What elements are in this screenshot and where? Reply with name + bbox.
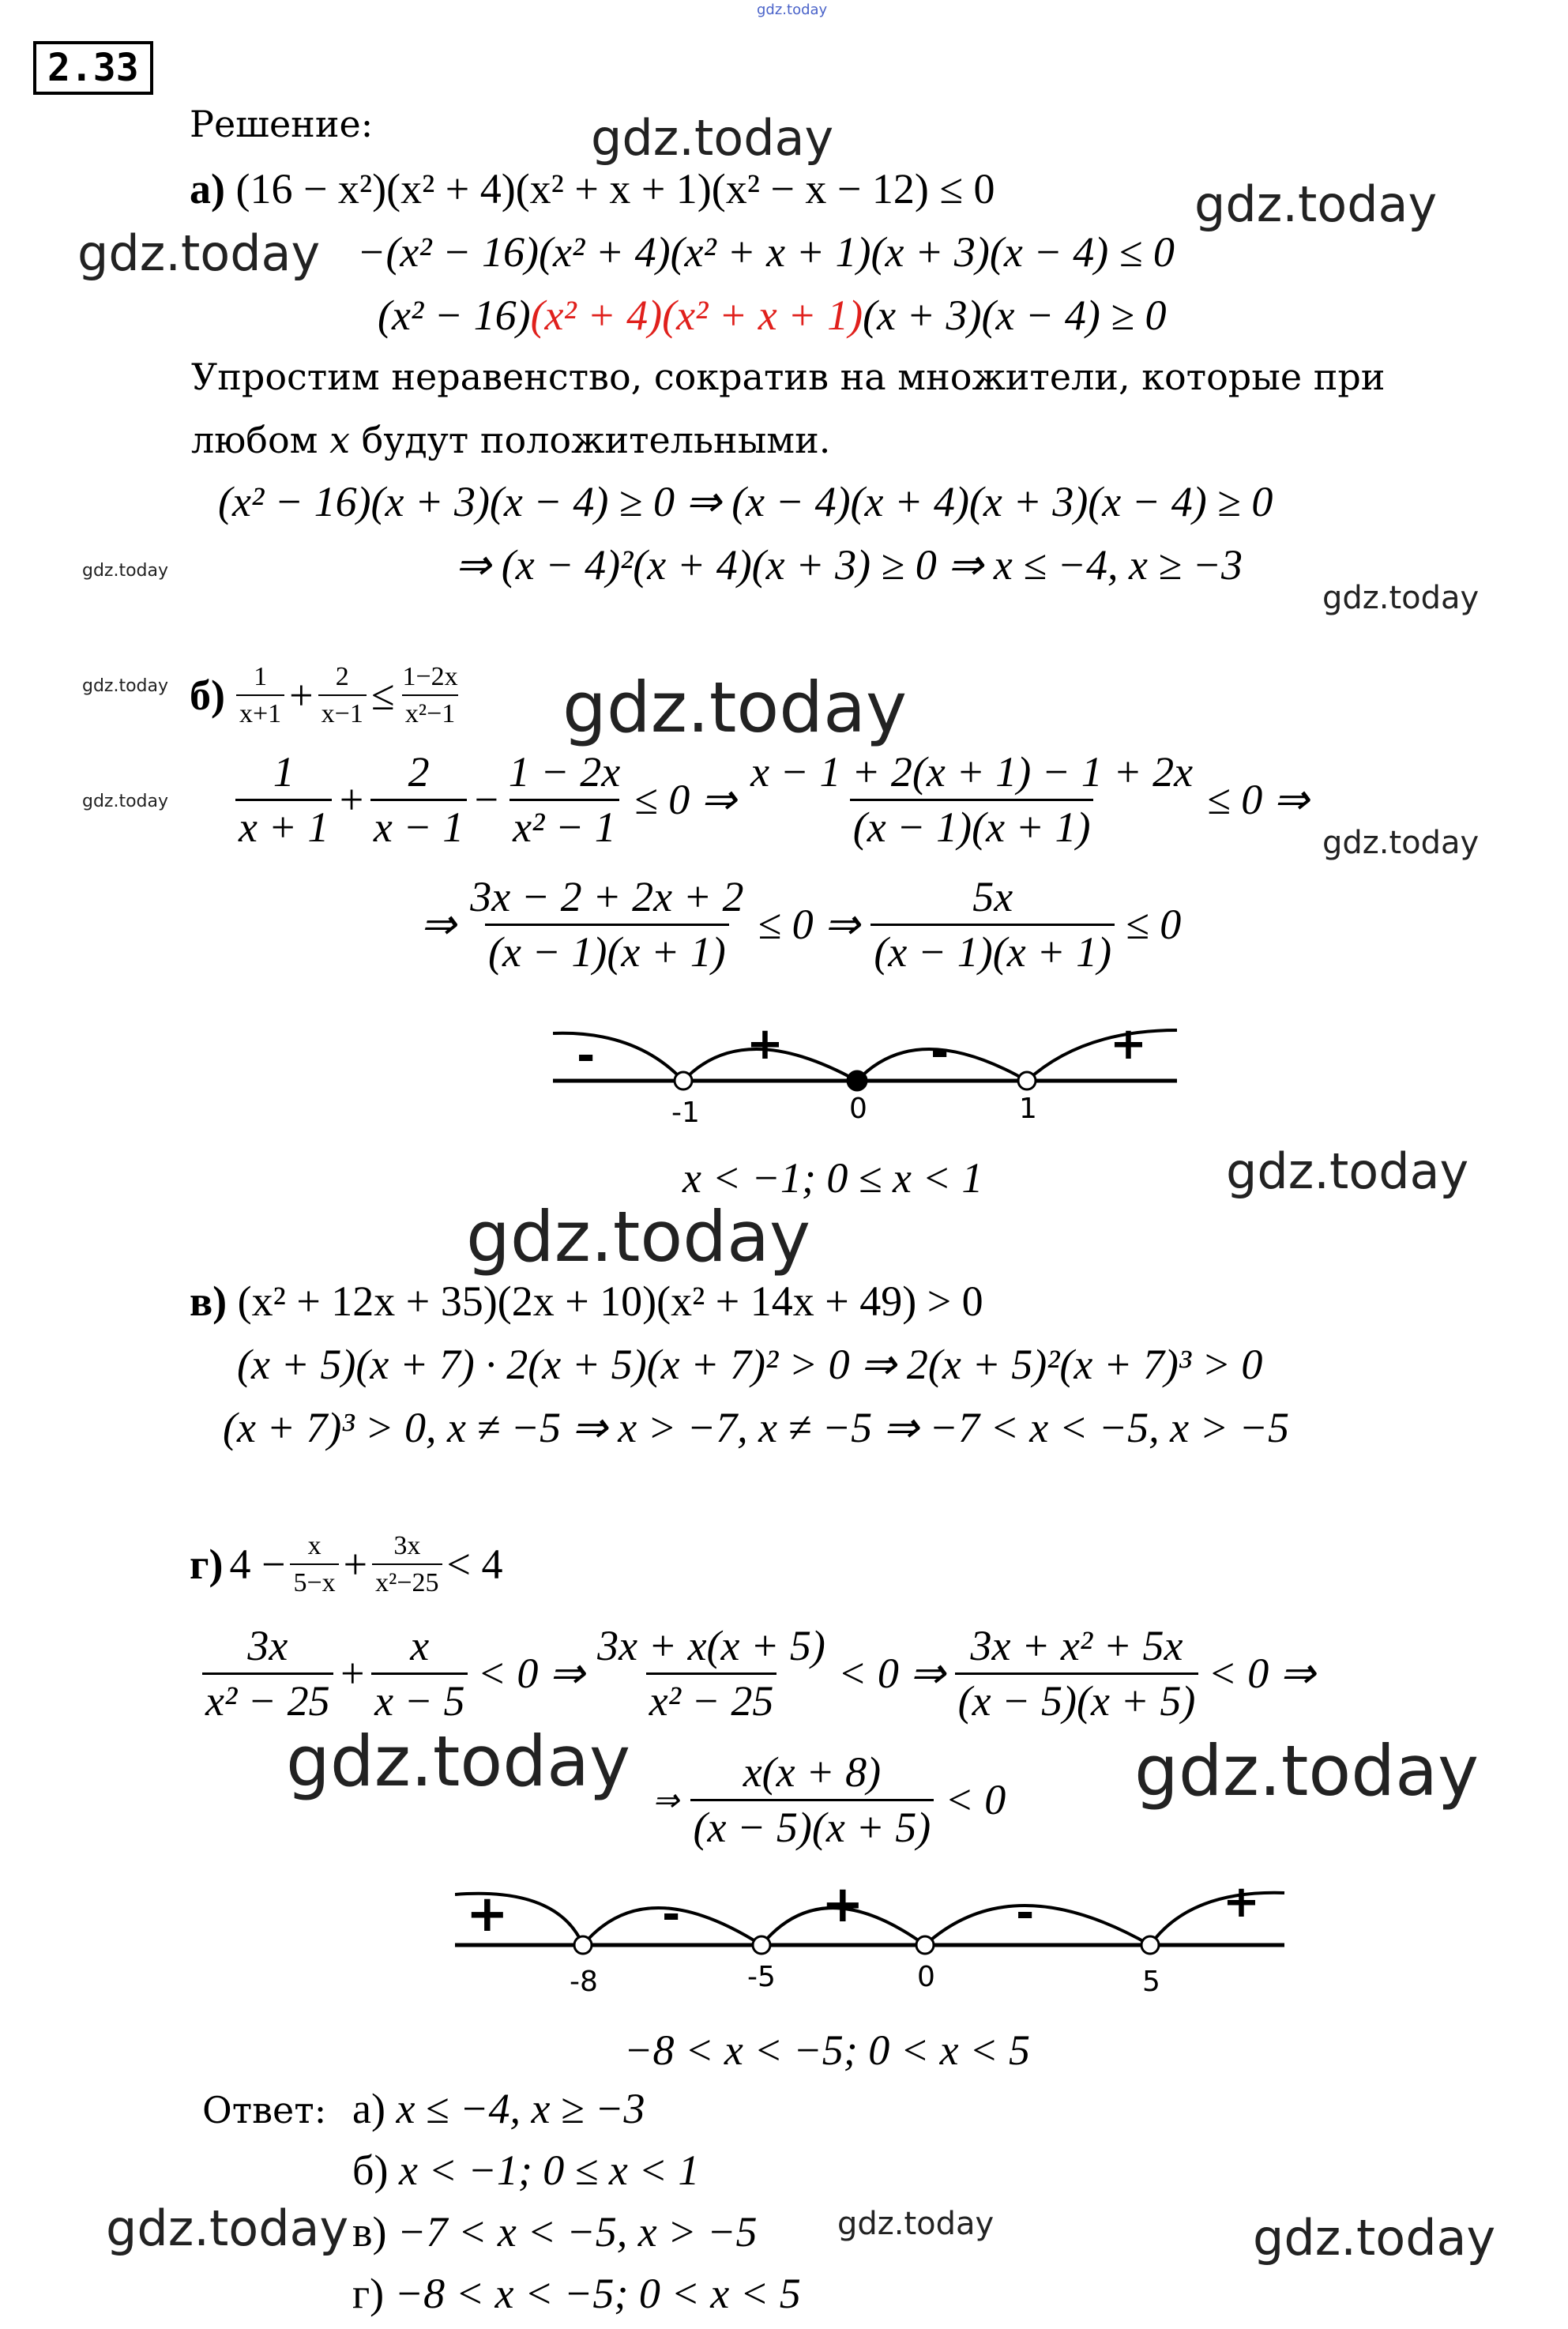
point-label: 1 xyxy=(1019,1093,1037,1125)
part-g-number-line xyxy=(455,1874,1292,2008)
sign-label: - xyxy=(662,1889,681,1940)
part-a-note-var: x xyxy=(329,419,351,461)
part-a-step3: (x² − 16)(x + 3)(x − 4) ≥ 0 ⇒ (x − 4)(x + 4)(x + 3)(x − 4) ≥ 0 xyxy=(218,478,1273,525)
part-g-s1-frac1 xyxy=(202,1623,333,1725)
part-g-s1-frac4 xyxy=(955,1623,1199,1725)
answer-v-label: в) xyxy=(352,2208,387,2256)
problem-number: 2.33 xyxy=(33,41,153,95)
relation: < 0 xyxy=(945,1776,1006,1824)
answer-b-label: б) xyxy=(352,2147,389,2194)
answer-g-label: г) xyxy=(352,2270,385,2317)
answer-v-value: −7 < x < −5, x > −5 xyxy=(397,2208,758,2256)
frac-denominator: 5−x xyxy=(290,1563,338,1597)
le-sign: ≤ xyxy=(370,671,395,719)
relation: < 0 ⇒ xyxy=(477,1650,585,1698)
part-g-problem xyxy=(190,1531,502,1598)
frac-denominator: x − 5 xyxy=(371,1672,468,1725)
implies-sign: ⇒ xyxy=(652,1782,679,1818)
part-v-label: в) xyxy=(190,1277,227,1325)
frac-numerator: 3x xyxy=(247,1622,288,1669)
watermark: gdz.today xyxy=(562,667,908,748)
frac-denominator: x−1 xyxy=(318,694,367,728)
frac-denominator: x + 1 xyxy=(235,799,332,851)
open-point xyxy=(916,1936,934,1954)
part-a-step2 xyxy=(378,292,1166,339)
frac-numerator: 1 − 2x xyxy=(508,748,621,796)
plus-sign: + xyxy=(289,671,314,719)
point-label: 0 xyxy=(917,1961,935,1993)
frac-numerator: x xyxy=(410,1622,430,1669)
sign-arc xyxy=(1027,1030,1177,1081)
frac-denominator: x² − 25 xyxy=(646,1672,777,1725)
part-a-step2-red: (x² + 4)(x² + x + 1) xyxy=(530,292,863,339)
frac-denominator: (x − 5)(x + 5) xyxy=(690,1799,934,1851)
part-g-post: < 4 xyxy=(446,1540,503,1588)
relation: ≤ 0 ⇒ xyxy=(1207,776,1310,824)
sign-label: + xyxy=(746,1019,784,1070)
watermark: gdz.today xyxy=(286,1721,631,1802)
part-b-s1-frac2 xyxy=(370,749,467,852)
watermark: gdz.today xyxy=(1134,1730,1480,1812)
frac-numerator: 1 xyxy=(254,662,268,691)
relation: ≤ 0 ⇒ xyxy=(758,901,860,949)
solution-label: Решение: xyxy=(190,103,374,145)
part-g-frac2 xyxy=(372,1531,442,1598)
point-label: 5 xyxy=(1142,1966,1160,1998)
part-g-s1-frac2 xyxy=(371,1623,468,1725)
part-v-step2: (x + 7)³ > 0, x ≠ −5 ⇒ x > −7, x ≠ −5 ⇒ −7 < x < −5, x > −5 xyxy=(223,1404,1289,1451)
part-b-s2-frac1 xyxy=(467,874,746,976)
part-a-problem xyxy=(190,166,995,213)
frac-numerator: 3x + x² + 5x xyxy=(970,1622,1183,1669)
sign-arc xyxy=(553,1033,683,1081)
frac-denominator: x − 1 xyxy=(370,799,467,851)
watermark: gdz.today xyxy=(1322,825,1480,861)
part-a-label: а) xyxy=(190,165,225,213)
open-point xyxy=(753,1936,770,1954)
frac-numerator: 5x xyxy=(972,873,1013,920)
part-b-frac3 xyxy=(399,662,461,729)
sign-label: + xyxy=(466,1885,509,1943)
sign-label: + xyxy=(1223,1876,1260,1928)
part-g-step2 xyxy=(652,1749,1006,1852)
part-a-note-post: будут положительными. xyxy=(350,419,831,461)
sign-label: + xyxy=(1110,1019,1147,1070)
part-b-frac2 xyxy=(318,662,367,729)
answer-g xyxy=(352,2271,801,2317)
answer-g-value: −8 < x < −5; 0 < x < 5 xyxy=(394,2270,801,2317)
sign-label: - xyxy=(1016,1887,1035,1939)
part-b-step2 xyxy=(420,874,1181,976)
part-a-step2-pre: (x² − 16) xyxy=(378,292,531,339)
open-point xyxy=(1141,1936,1159,1954)
frac-denominator: x² − 25 xyxy=(202,1672,333,1725)
relation: < 0 ⇒ xyxy=(837,1650,946,1698)
answer-b-value: x < −1; 0 ≤ x < 1 xyxy=(398,2147,700,2194)
open-point xyxy=(574,1936,592,1954)
frac-denominator: x² − 1 xyxy=(510,799,619,851)
part-b-s1-frac1 xyxy=(235,749,332,852)
implies-sign: ⇒ xyxy=(420,901,457,949)
frac-numerator: 3x + x(x + 5) xyxy=(597,1622,825,1669)
frac-denominator: (x − 1)(x + 1) xyxy=(870,924,1115,976)
watermark: gdz.today xyxy=(837,2206,995,2242)
part-v-problem-text: (x² + 12x + 35)(2x + 10)(x² + 14x + 49) > 0 xyxy=(237,1277,983,1325)
answer-b xyxy=(352,2147,699,2194)
part-a-note-line1: Упростим неравенство, сократив на множители, которые при xyxy=(191,356,1386,398)
frac-numerator: x(x + 8) xyxy=(743,1748,882,1796)
sign-label: - xyxy=(577,1030,596,1082)
sign-arc xyxy=(1150,1893,1284,1945)
watermark: gdz.today xyxy=(1322,580,1480,616)
point-label: -5 xyxy=(747,1961,776,1993)
part-a-step4: ⇒ (x − 4)²(x + 4)(x + 3) ≥ 0 ⇒ x ≤ −4, x ≥ −3 xyxy=(455,541,1243,589)
part-b-problem xyxy=(190,662,466,729)
sign-label: - xyxy=(931,1026,949,1078)
watermark: gdz.today xyxy=(1194,175,1438,233)
sign-arc xyxy=(925,1906,1150,1945)
watermark: gdz.today xyxy=(1253,2209,1496,2267)
watermark: gdz.today xyxy=(77,224,321,282)
frac-denominator: (x − 1)(x + 1) xyxy=(485,924,729,976)
watermark: gdz.today xyxy=(466,1196,811,1277)
answer-a xyxy=(352,2086,645,2132)
watermark: gdz.today xyxy=(82,676,169,696)
part-b-s1-frac4 xyxy=(747,749,1196,852)
frac-numerator: 1−2x xyxy=(402,662,458,691)
part-b-s1-frac3 xyxy=(506,749,623,852)
filled-point xyxy=(848,1071,867,1090)
part-b-result: x < −1; 0 ≤ x < 1 xyxy=(682,1154,983,1202)
part-b-frac1 xyxy=(236,662,284,729)
watermark: gdz.today xyxy=(82,792,169,811)
answer-label: Ответ: xyxy=(202,2089,327,2131)
part-v-step1: (x + 5)(x + 7) · 2(x + 5)(x + 7)² > 0 ⇒ 2(x + 5)²(x + 7)³ > 0 xyxy=(237,1341,1263,1388)
part-g-result: −8 < x < −5; 0 < x < 5 xyxy=(624,2026,1031,2074)
point-label: 0 xyxy=(849,1093,867,1125)
part-g-s2-frac xyxy=(690,1749,934,1852)
sign-label: + xyxy=(822,1876,864,1934)
plus-sign: + xyxy=(343,1540,368,1588)
frac-denominator: (x − 5)(x + 5) xyxy=(955,1672,1199,1725)
frac-numerator: 3x xyxy=(393,1531,421,1560)
open-point xyxy=(675,1072,692,1089)
watermark: gdz.today xyxy=(1226,1142,1469,1200)
part-b-label: б) xyxy=(190,671,225,719)
frac-numerator: x − 1 + 2(x + 1) − 1 + 2x xyxy=(750,748,1194,796)
frac-denominator: x²−1 xyxy=(402,694,458,728)
answer-v xyxy=(352,2209,758,2256)
part-a-note-line2 xyxy=(191,420,830,461)
open-point xyxy=(1018,1072,1036,1089)
frac-numerator: 3x − 2 + 2x + 2 xyxy=(470,873,744,920)
part-a-note-pre: любом xyxy=(191,419,330,461)
relation: < 0 ⇒ xyxy=(1208,1650,1316,1698)
part-g-frac1 xyxy=(290,1531,338,1598)
part-b-s2-frac2 xyxy=(870,874,1115,976)
relation: ≤ 0 xyxy=(1126,901,1182,949)
frac-denominator: x²−25 xyxy=(372,1563,442,1597)
relation: ≤ 0 ⇒ xyxy=(634,776,737,824)
frac-numerator: 1 xyxy=(273,748,295,796)
plus-sign: + xyxy=(337,776,366,824)
watermark: gdz.today xyxy=(82,561,169,581)
part-g-label: г) xyxy=(190,1540,224,1588)
part-a-step2-post: (x + 3)(x − 4) ≥ 0 xyxy=(863,292,1167,339)
part-a-step1: −(x² − 16)(x² + 4)(x² + x + 1)(x + 3)(x − 4) ≤ 0 xyxy=(357,228,1175,276)
frac-numerator: x xyxy=(307,1531,321,1560)
minus-sign: − xyxy=(472,776,501,824)
part-g-pre: 4 − xyxy=(229,1540,286,1588)
part-a-problem-text: (16 − x²)(x² + 4)(x² + x + 1)(x² − x − 12) ≤ 0 xyxy=(235,165,995,213)
watermark-top: gdz.today xyxy=(757,2,828,18)
answer-a-value: x ≤ −4, x ≥ −3 xyxy=(396,2085,645,2132)
frac-denominator: (x − 1)(x + 1) xyxy=(850,799,1094,851)
answer-a-label: а) xyxy=(352,2085,385,2132)
frac-numerator: 2 xyxy=(408,748,430,796)
frac-denominator: x+1 xyxy=(236,694,284,728)
plus-sign: + xyxy=(337,1650,367,1698)
watermark: gdz.today xyxy=(106,2199,349,2257)
part-g-step1 xyxy=(197,1623,1315,1725)
point-label: -8 xyxy=(570,1966,598,1998)
part-b-step1 xyxy=(231,749,1309,852)
part-v-problem xyxy=(190,1278,983,1325)
watermark: gdz.today xyxy=(591,109,834,167)
part-g-s1-frac3 xyxy=(594,1623,829,1725)
point-label: -1 xyxy=(671,1097,700,1129)
part-b-number-line xyxy=(553,1019,1185,1138)
frac-numerator: 2 xyxy=(335,662,349,691)
